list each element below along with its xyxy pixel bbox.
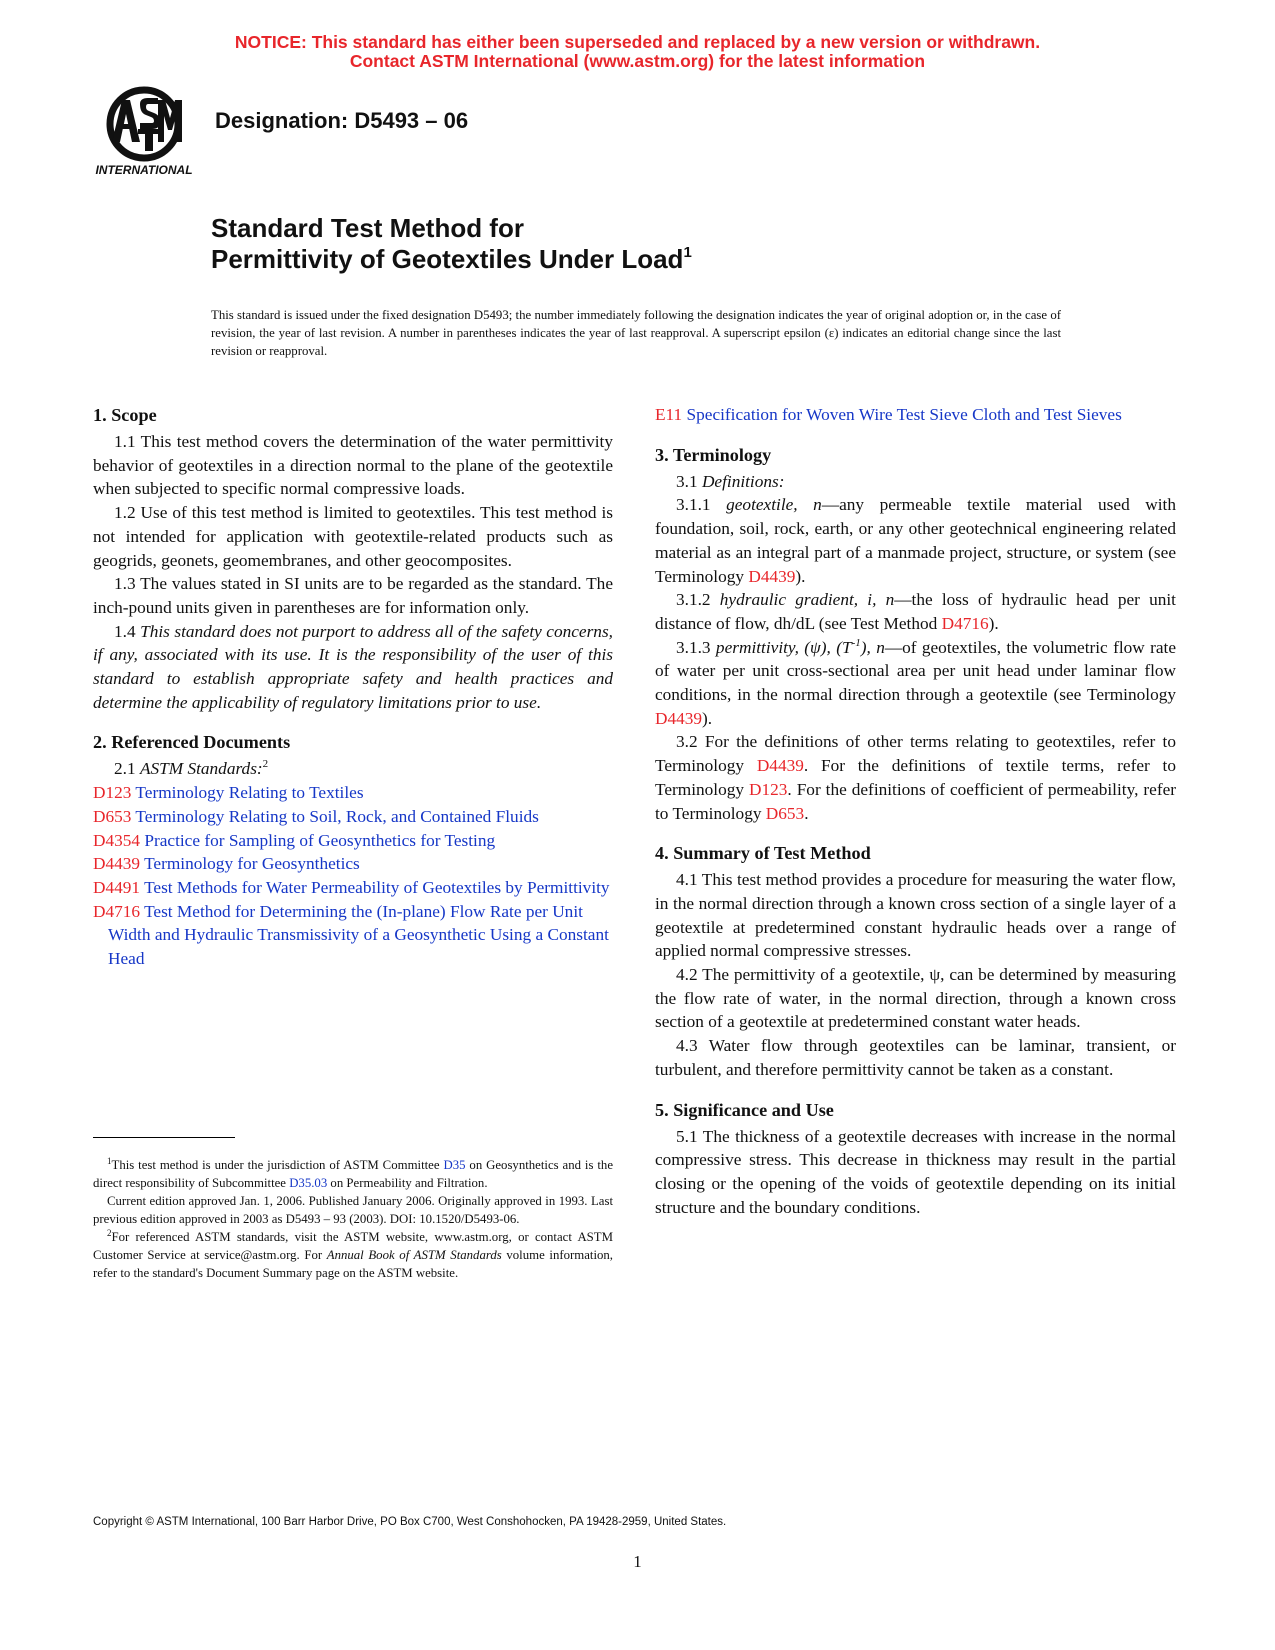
reference-title[interactable]: Test Method for Determining the (In-plane) Flow Rate per Unit Width and Hydraulic Transmissivity of a Geosynthetic Using a Constant Head — [108, 901, 609, 969]
terminology-3-1-label: Definitions: — [701, 471, 785, 491]
footnote-link-d35[interactable]: D35 — [443, 1158, 466, 1172]
page-number: 1 — [633, 1552, 642, 1571]
footnotes — [93, 1156, 613, 1282]
astm-standards-mark: 2 — [262, 758, 269, 771]
scope-1-3: 1.3 The values stated in SI units are to be regarded as the standard. The inch-pound units given in parentheses are for information only. — [93, 574, 613, 617]
reference-e11[interactable] — [655, 403, 1176, 427]
title-line-1: Standard Test Method for — [211, 213, 524, 243]
footnote-1-text-a: This test method is under the jurisdiction of ASTM Committee — [111, 1158, 444, 1172]
reference-title[interactable]: Practice for Sampling of Geosynthetics for Testing — [144, 830, 496, 850]
summary-4-3: 4.3 Water flow through geotextiles can be laminar, transient, or turbulent, and therefore permittivity cannot be taken as a constant. — [655, 1036, 1176, 1079]
notice-line-2: Contact ASTM International (www.astm.org) for the latest information — [349, 51, 926, 71]
reference-id[interactable]: D123 — [93, 783, 132, 803]
term-3-1-1-end: ). — [795, 566, 806, 586]
term-3-1-2-text: —the loss of hydraulic head per unit distance of flow, dh/dL (see Test Method — [655, 590, 1176, 633]
reference-id[interactable]: E11 — [655, 405, 683, 424]
reference-title[interactable]: Specification for Woven Wire Test Sieve Cloth and Test Sieves — [686, 405, 1122, 424]
term-3-1-1-number: 3.1.1 — [676, 495, 711, 515]
reference-title[interactable]: Terminology for Geosynthetics — [144, 854, 360, 874]
astm-standards-text: ASTM Standards: — [139, 759, 263, 779]
reference-d4491[interactable] — [93, 876, 613, 900]
footnote-1 — [93, 1156, 613, 1192]
scope-1-4 — [93, 620, 613, 715]
astm-standards-number: 2.1 — [114, 759, 136, 779]
term-3-1-3-text: —of geotextiles, the volumetric flow rate of water per unit cross-sectional area per unit head under laminar flow conditions, in the normal direction through a geotextile (see Terminology — [655, 637, 1177, 705]
reference-title[interactable]: Terminology Relating to Textiles — [135, 783, 364, 803]
notice-line-1: NOTICE: This standard has either been superseded and replaced by a new version or withdrawn. — [234, 32, 1041, 52]
notice-banner — [0, 33, 1275, 71]
footnote-2-text-b: volume information, refer to the standard's Document Summary page on the ASTM website. — [93, 1248, 614, 1280]
terminology-3-1-number: 3.1 — [676, 471, 698, 491]
reference-d4439[interactable] — [93, 852, 613, 876]
term-3-1-2-end: ). — [988, 613, 999, 633]
terminology-3-1-1 — [655, 493, 1176, 588]
document-title — [211, 213, 1111, 275]
scope-heading: 1. Scope — [93, 405, 157, 425]
terminology-3-2 — [655, 730, 1176, 825]
significance-5-1: 5.1 The thickness of a geotextile decreases with increase in the normal compressive stress. This decrease in thickness may result in the partial closing or the opening of the voids of geotextile depending on its initial structure and the boundary conditions. — [655, 1126, 1176, 1217]
term-3-1-1-ref[interactable]: D4439 — [748, 566, 796, 586]
summary-4-2: 4.2 The permittivity of a geotextile, ψ, can be determined by measuring the flow rate of water, in the normal direction, through a known cross section of a geotextile at predetermined constant water heads. — [655, 965, 1176, 1032]
term-3-1-3-end: ). — [702, 708, 713, 728]
footnote-2-mark: 2 — [107, 1228, 112, 1238]
astm-standards-label — [93, 757, 613, 781]
footnote-1-mark: 1 — [107, 1156, 112, 1166]
terminology-heading: 3. Terminology — [655, 444, 772, 465]
term-3-1-2-number: 3.1.2 — [676, 590, 711, 610]
term-3-1-2-ref[interactable]: D4716 — [941, 613, 989, 633]
reference-id[interactable]: D4439 — [93, 854, 141, 874]
footnote-1-text-b: on Geosynthetics and is the direct responsibility of Subcommittee — [93, 1158, 613, 1190]
footnote-1-text-c: on Permeability and Filtration. — [327, 1176, 488, 1190]
astm-logo — [92, 84, 196, 180]
copyright: Copyright © ASTM International, 100 Barr Harbor Drive, PO Box C700, West Conshohocken, PA 19428-2959, United States. — [93, 1516, 727, 1528]
reference-d653[interactable] — [93, 805, 613, 829]
footnote-rule — [93, 1137, 235, 1138]
issue-statement: This standard is issued under the fixed designation D5493; the number immediately following the designation indicates the year of original adoption or, in the case of revision, the year of last revision. A number in parentheses indicates the year of last reapproval. A superscript epsilon (ε) indicates an editorial change since the last revision or reapproval. — [211, 308, 1061, 358]
referenced-list-continued — [655, 403, 1176, 427]
summary-heading: 4. Summary of Test Method — [655, 843, 871, 864]
left-column — [93, 403, 613, 971]
terminology-3-1 — [655, 470, 1176, 494]
footnote-2-text-a: For referenced ASTM standards, visit the ASTM website, www.astm.org, or contact ASTM Customer Service at service@astm.org. For — [93, 1230, 613, 1262]
referenced-list — [93, 781, 613, 971]
term-3-2-ref-d4439[interactable]: D4439 — [756, 756, 804, 776]
scope-1-4-number: 1.4 — [114, 621, 136, 641]
scope-1-1: 1.1 This test method covers the determination of the water permittivity behavior of geotextiles in a direction normal to the plane of the geotextile when subjected to specific normal compressive loads. — [93, 432, 613, 499]
reference-id[interactable]: D4354 — [93, 830, 141, 850]
reference-d123[interactable] — [93, 781, 613, 805]
term-3-2-b: . For the definitions of textile terms, refer to Terminology — [655, 756, 1176, 799]
title-line-2 — [211, 244, 1111, 275]
footnote-2 — [93, 1228, 613, 1282]
reference-id[interactable]: D653 — [93, 806, 132, 826]
reference-title[interactable]: Test Methods for Water Permeability of Geotextiles by Permittivity — [144, 877, 610, 897]
reference-title[interactable]: Terminology Relating to Soil, Rock, and Contained Fluids — [135, 806, 539, 826]
right-column — [655, 403, 1176, 1219]
scope-1-4-text: This standard does not purport to address all of the safety concerns, if any, associated with its use. It is the responsibility of the user of this standard to establish appropriate safety and health practices and determine the applicability of regulatory limitations prior to use. — [93, 621, 613, 712]
term-3-2-d: . — [804, 803, 809, 823]
term-3-2-ref-d653[interactable]: D653 — [765, 803, 805, 823]
reference-id[interactable]: D4716 — [93, 901, 141, 921]
terminology-3-1-2 — [655, 588, 1176, 635]
term-3-1-3-ref[interactable]: D4439 — [655, 708, 703, 728]
term-3-1-2-term: hydraulic gradient, i, n — [719, 590, 895, 610]
term-3-2-c: . For the definitions of coefficient of permeability, refer to Terminology — [655, 779, 1176, 823]
designation: Designation: D5493 – 06 — [215, 108, 469, 133]
significance-heading: 5. Significance and Use — [655, 1099, 834, 1120]
terminology-3-1-3 — [655, 636, 1176, 731]
summary-4-1: 4.1 This test method provides a procedure for measuring the water flow, in the normal direction through a known cross section of a single layer of a geotextile at predetermined constant hydraulic heads over a range of applied normal compressive stresses. — [655, 870, 1176, 961]
footnote-edition: Current edition approved Jan. 1, 2006. Published January 2006. Originally approved in 1993. Last previous edition approved in 2003 as D5493 – 93 (2003). DOI: 10.1520/D5493-06. — [93, 1194, 613, 1226]
term-3-1-1-text: —any permeable textile material used with foundation, soil, rock, earth, or any other geotechnical engineering related material as an integral part of a manmade project, structure, or system (see Terminology — [655, 495, 1176, 586]
reference-d4716[interactable] — [93, 900, 613, 971]
logo-wordmark-international: INTERNATIONAL — [95, 163, 193, 177]
term-3-1-3-number: 3.1.3 — [676, 637, 711, 657]
reference-d4354[interactable] — [93, 829, 613, 853]
title-line-2-text: Permittivity of Geotextiles Under Load — [211, 244, 684, 274]
title-footnote-mark: 1 — [683, 244, 692, 261]
scope-1-2: 1.2 Use of this test method is limited to geotextiles. This test method is not intended for application with geotextile-related products such as geogrids, geonets, geomembranes, and other geocomposites. — [93, 503, 613, 570]
term-3-1-3-term: permittivity, (ψ), (T — [715, 637, 852, 657]
term-3-2-ref-d123[interactable]: D123 — [749, 779, 788, 799]
referenced-documents-heading: 2. Referenced Documents — [93, 732, 291, 753]
term-3-1-3-sup: -1 — [851, 636, 861, 649]
reference-id[interactable]: D4491 — [93, 877, 141, 897]
term-3-2-a: 3.2 For the definitions of other terms relating to geotextiles, refer to Terminology — [655, 732, 1176, 776]
term-3-1-3-term-end: ), n — [860, 637, 885, 657]
term-3-1-1-term: geotextile, n — [726, 495, 822, 515]
footnote-link-d35-03[interactable]: D35.03 — [289, 1176, 328, 1190]
footnote-2-italic: Annual Book of ASTM Standards — [326, 1248, 502, 1262]
